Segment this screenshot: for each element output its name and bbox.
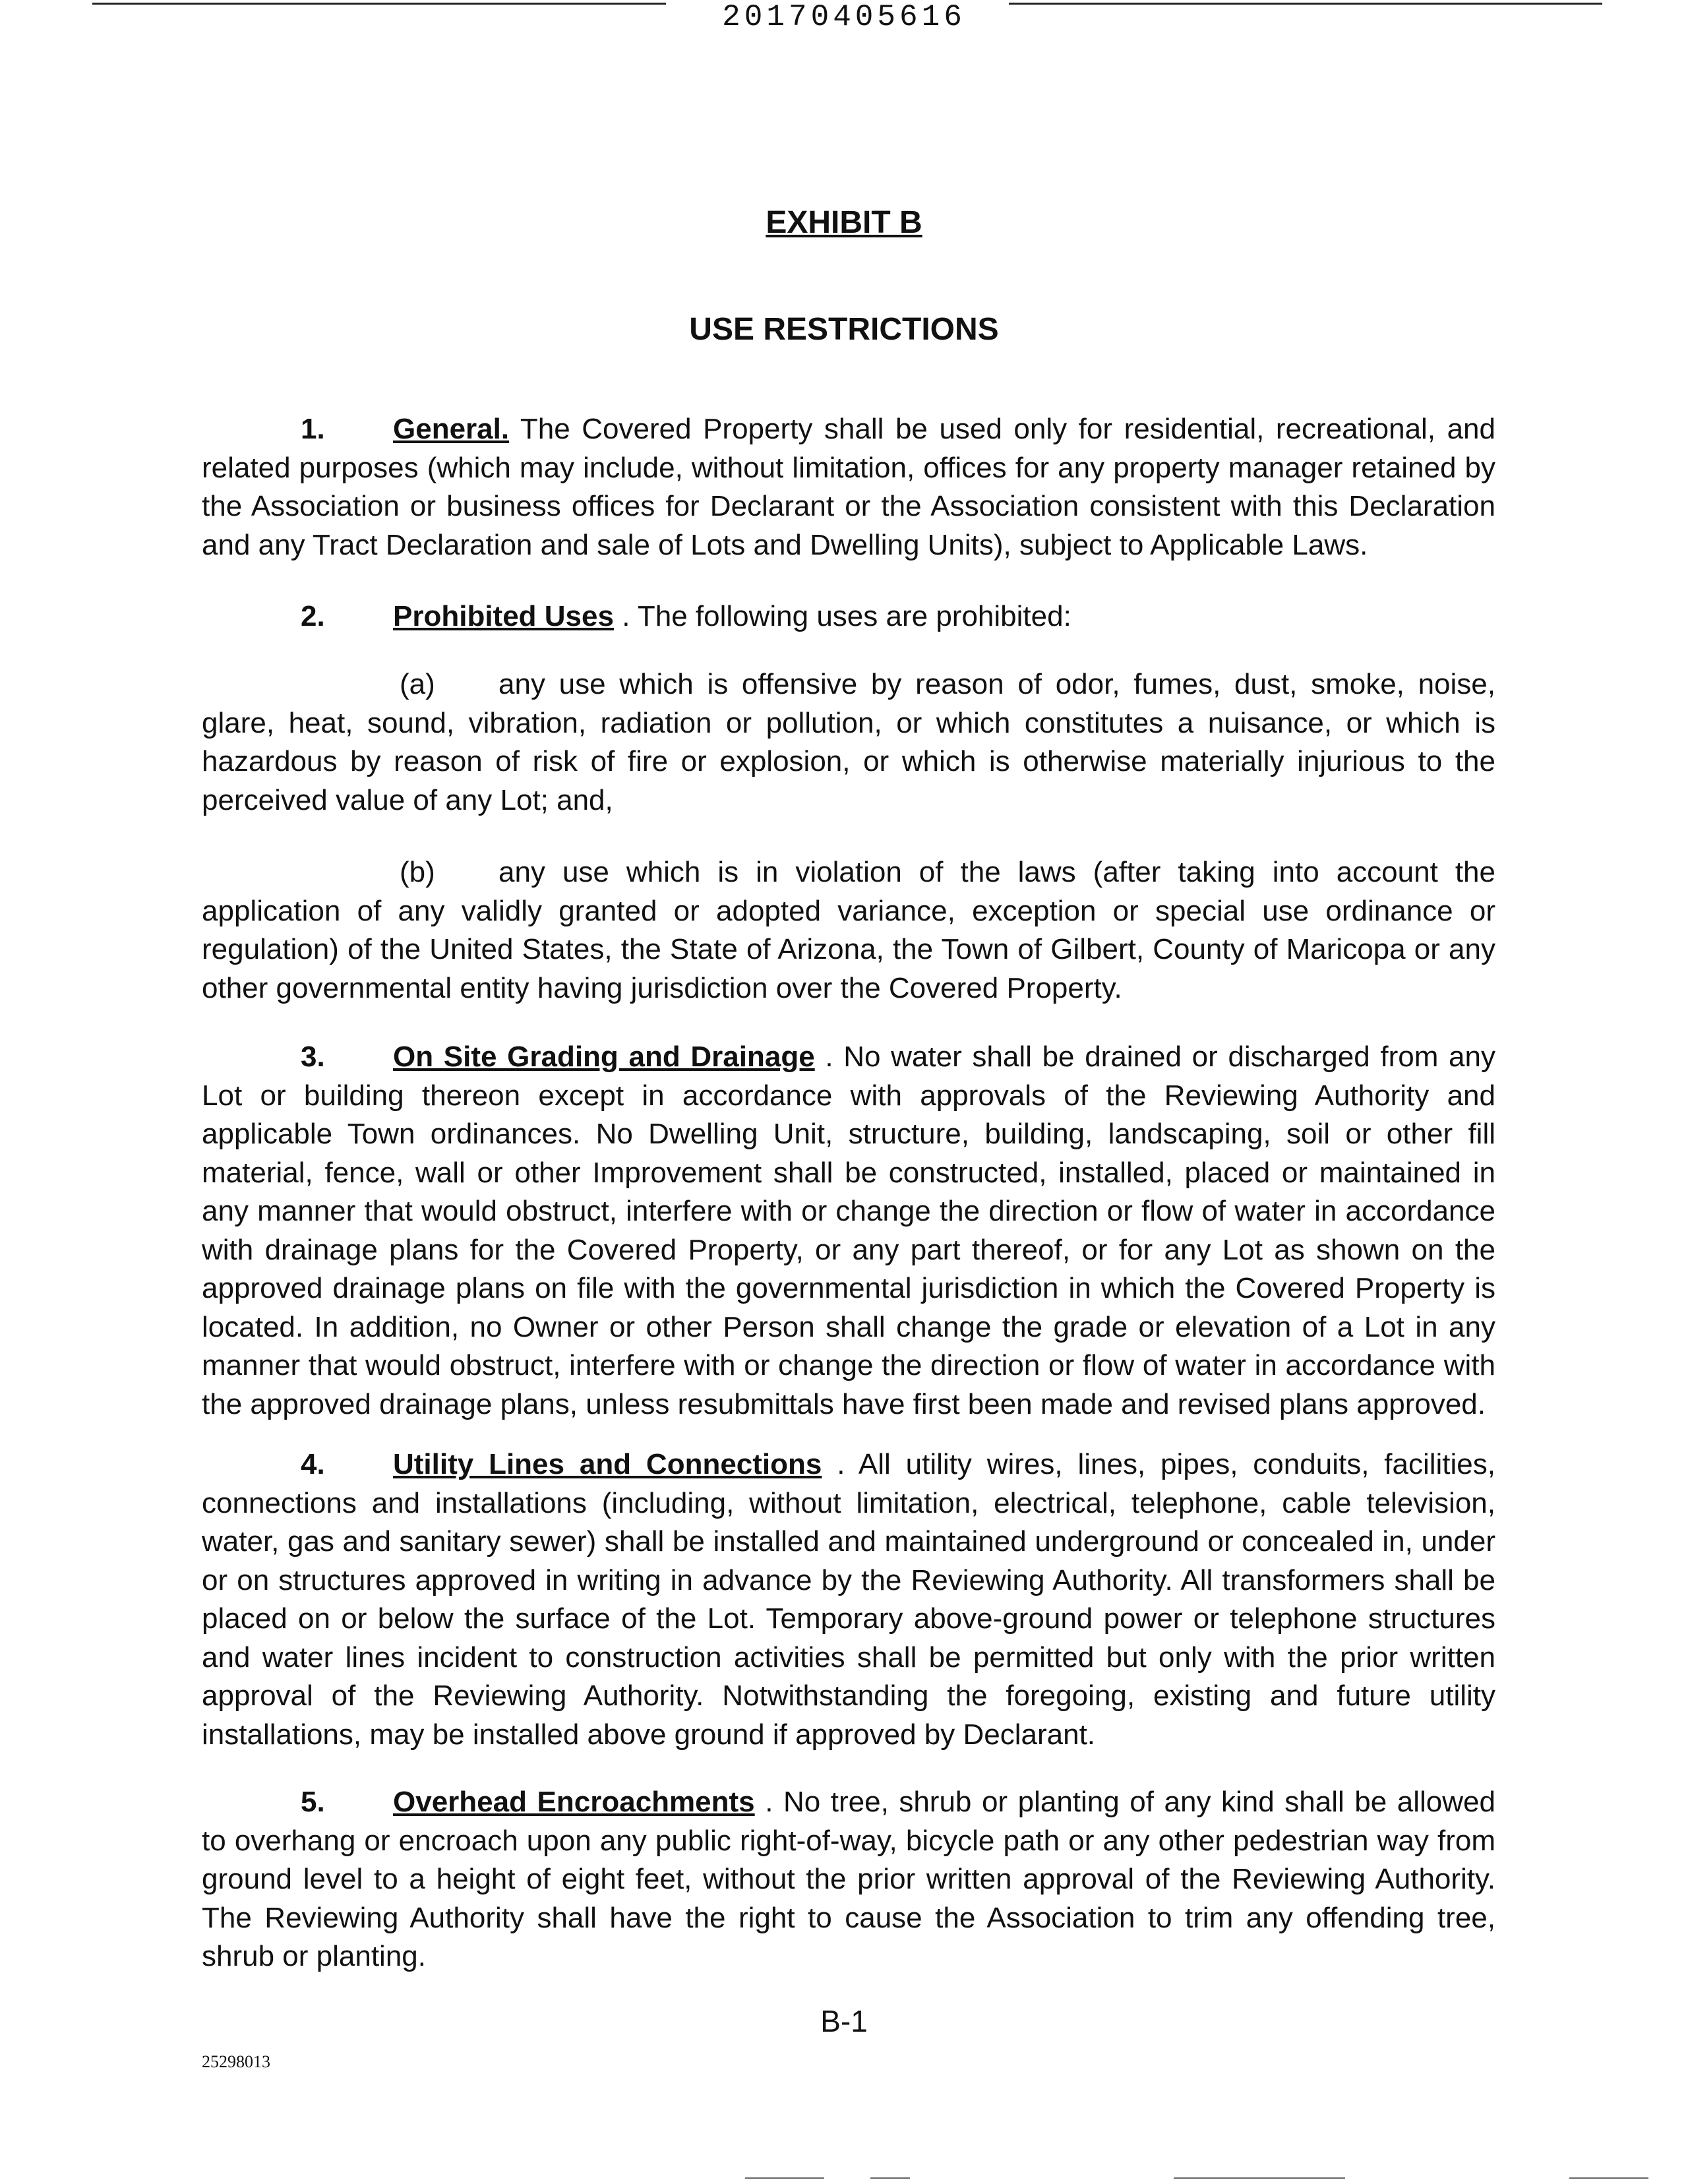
scan-artifact-line	[870, 2177, 910, 2179]
section-text: . No tree, shrub or planting of any kind shall be allowed to overhang or encroach upon any public right-of-way, bicycle path or any other pedestrian way from ground level to a height of eight feet, without the prior written approval of the Reviewing Authority. The Reviewing Authority shall have the right to cause the Association to trim any offending tree, shrub or planting.	[202, 1786, 1495, 1972]
section-number: 4.	[301, 1448, 325, 1480]
section-number: 2.	[301, 600, 325, 632]
section-number: 3.	[301, 1041, 325, 1073]
section-1	[202, 410, 1495, 564]
section-heading: Utility Lines and Connections	[393, 1448, 822, 1480]
section-text: . The following uses are prohibited:	[622, 600, 1071, 632]
subsection-label: (b)	[400, 856, 435, 888]
section-text: . No water shall be drained or discharged from any Lot or building thereon except in accordance with approvals of the Reviewing Authority and applicable Town ordinances. No Dwelling Unit, structure, building, landscaping, soil or other fill material, fence, wall or other Improvement shall be constructed, installed, placed or maintained in any manner that would obstruct, interfere with or change the direction or flow of water in accordance with drainage plans for the Covered Property, or any part thereof, or for any Lot as shown on the approved drainage plans on file with the governmental jurisdiction in which the Covered Property is located. In addition, no Owner or other Person shall change the grade or elevation of a Lot in any manner that would obstruct, interfere with or change the direction or flow of water in accordance with the approved drainage plans, unless resubmittals have first been made and revised plans approved.	[202, 1041, 1495, 1420]
subsection-label: (a)	[400, 668, 435, 700]
subsection-a	[202, 665, 1495, 820]
section-4	[202, 1445, 1495, 1754]
section-text: . All utility wires, lines, pipes, conduits, facilities, connections and installations (including, without limitation, electrical, telephone, cable television, water, gas and sanitary sewer) shall be installed and maintained underground or concealed in, under or on structures approved in writing in advance by the Reviewing Authority. All transformers shall be placed on or below the surface of the Lot. Temporary above-ground power or telephone structures and water lines incident to construction activities shall be permitted but only with the prior written approval of the Reviewing Authority. Notwithstanding the foregoing, existing and future utility installations, may be installed above ground if approved by Declarant.	[202, 1448, 1495, 1751]
section-heading: General.	[393, 413, 510, 445]
section-text: The Covered Property shall be used only for residential, recreational, and related purposes (which may include, without limitation, offices for any property manager retained by the Association or business offices for Declarant or the Association consistent with this Declaration and any Tract Declaration and sale of Lots and Dwelling Units), subject to Applicable Laws.	[202, 413, 1495, 561]
section-5	[202, 1783, 1495, 1976]
document-id: 25298013	[202, 2052, 270, 2071]
exhibit-title: EXHIBIT B	[766, 205, 922, 240]
section-heading: On Site Grading and Drainage	[393, 1041, 815, 1073]
section-3	[202, 1038, 1495, 1424]
section-heading: Overhead Encroachments	[393, 1786, 755, 1818]
recording-number: 20170405616	[722, 0, 966, 34]
subsection-text: any use which is in violation of the laws (after taking into account the application of any validly granted or adopted variance, exception or special use ordinance or regulation) of the United States, the State of Arizona, the Town of Gilbert, County of Maricopa or any other governmental entity having jurisdiction over the Covered Property.	[202, 856, 1495, 1004]
scan-artifact-line	[1569, 2177, 1648, 2179]
section-number: 1.	[301, 413, 325, 445]
scan-artifact-line	[745, 2177, 824, 2179]
section-number: 5.	[301, 1786, 325, 1818]
section-2	[202, 597, 1495, 636]
scan-artifact-line	[1174, 2177, 1345, 2179]
section-heading: Prohibited Uses	[393, 600, 614, 632]
section-title: USE RESTRICTIONS	[689, 312, 999, 347]
subsection-text: any use which is offensive by reason of odor, fumes, dust, smoke, noise, glare, heat, sound, vibration, radiation or pollution, or which constitutes a nuisance, or which is hazardous by reason of risk of fire or explosion, or which is otherwise materially injurious to the perceived value of any Lot; and,	[202, 668, 1495, 816]
page-number: B-1	[820, 2004, 868, 2038]
subsection-b	[202, 853, 1495, 1008]
